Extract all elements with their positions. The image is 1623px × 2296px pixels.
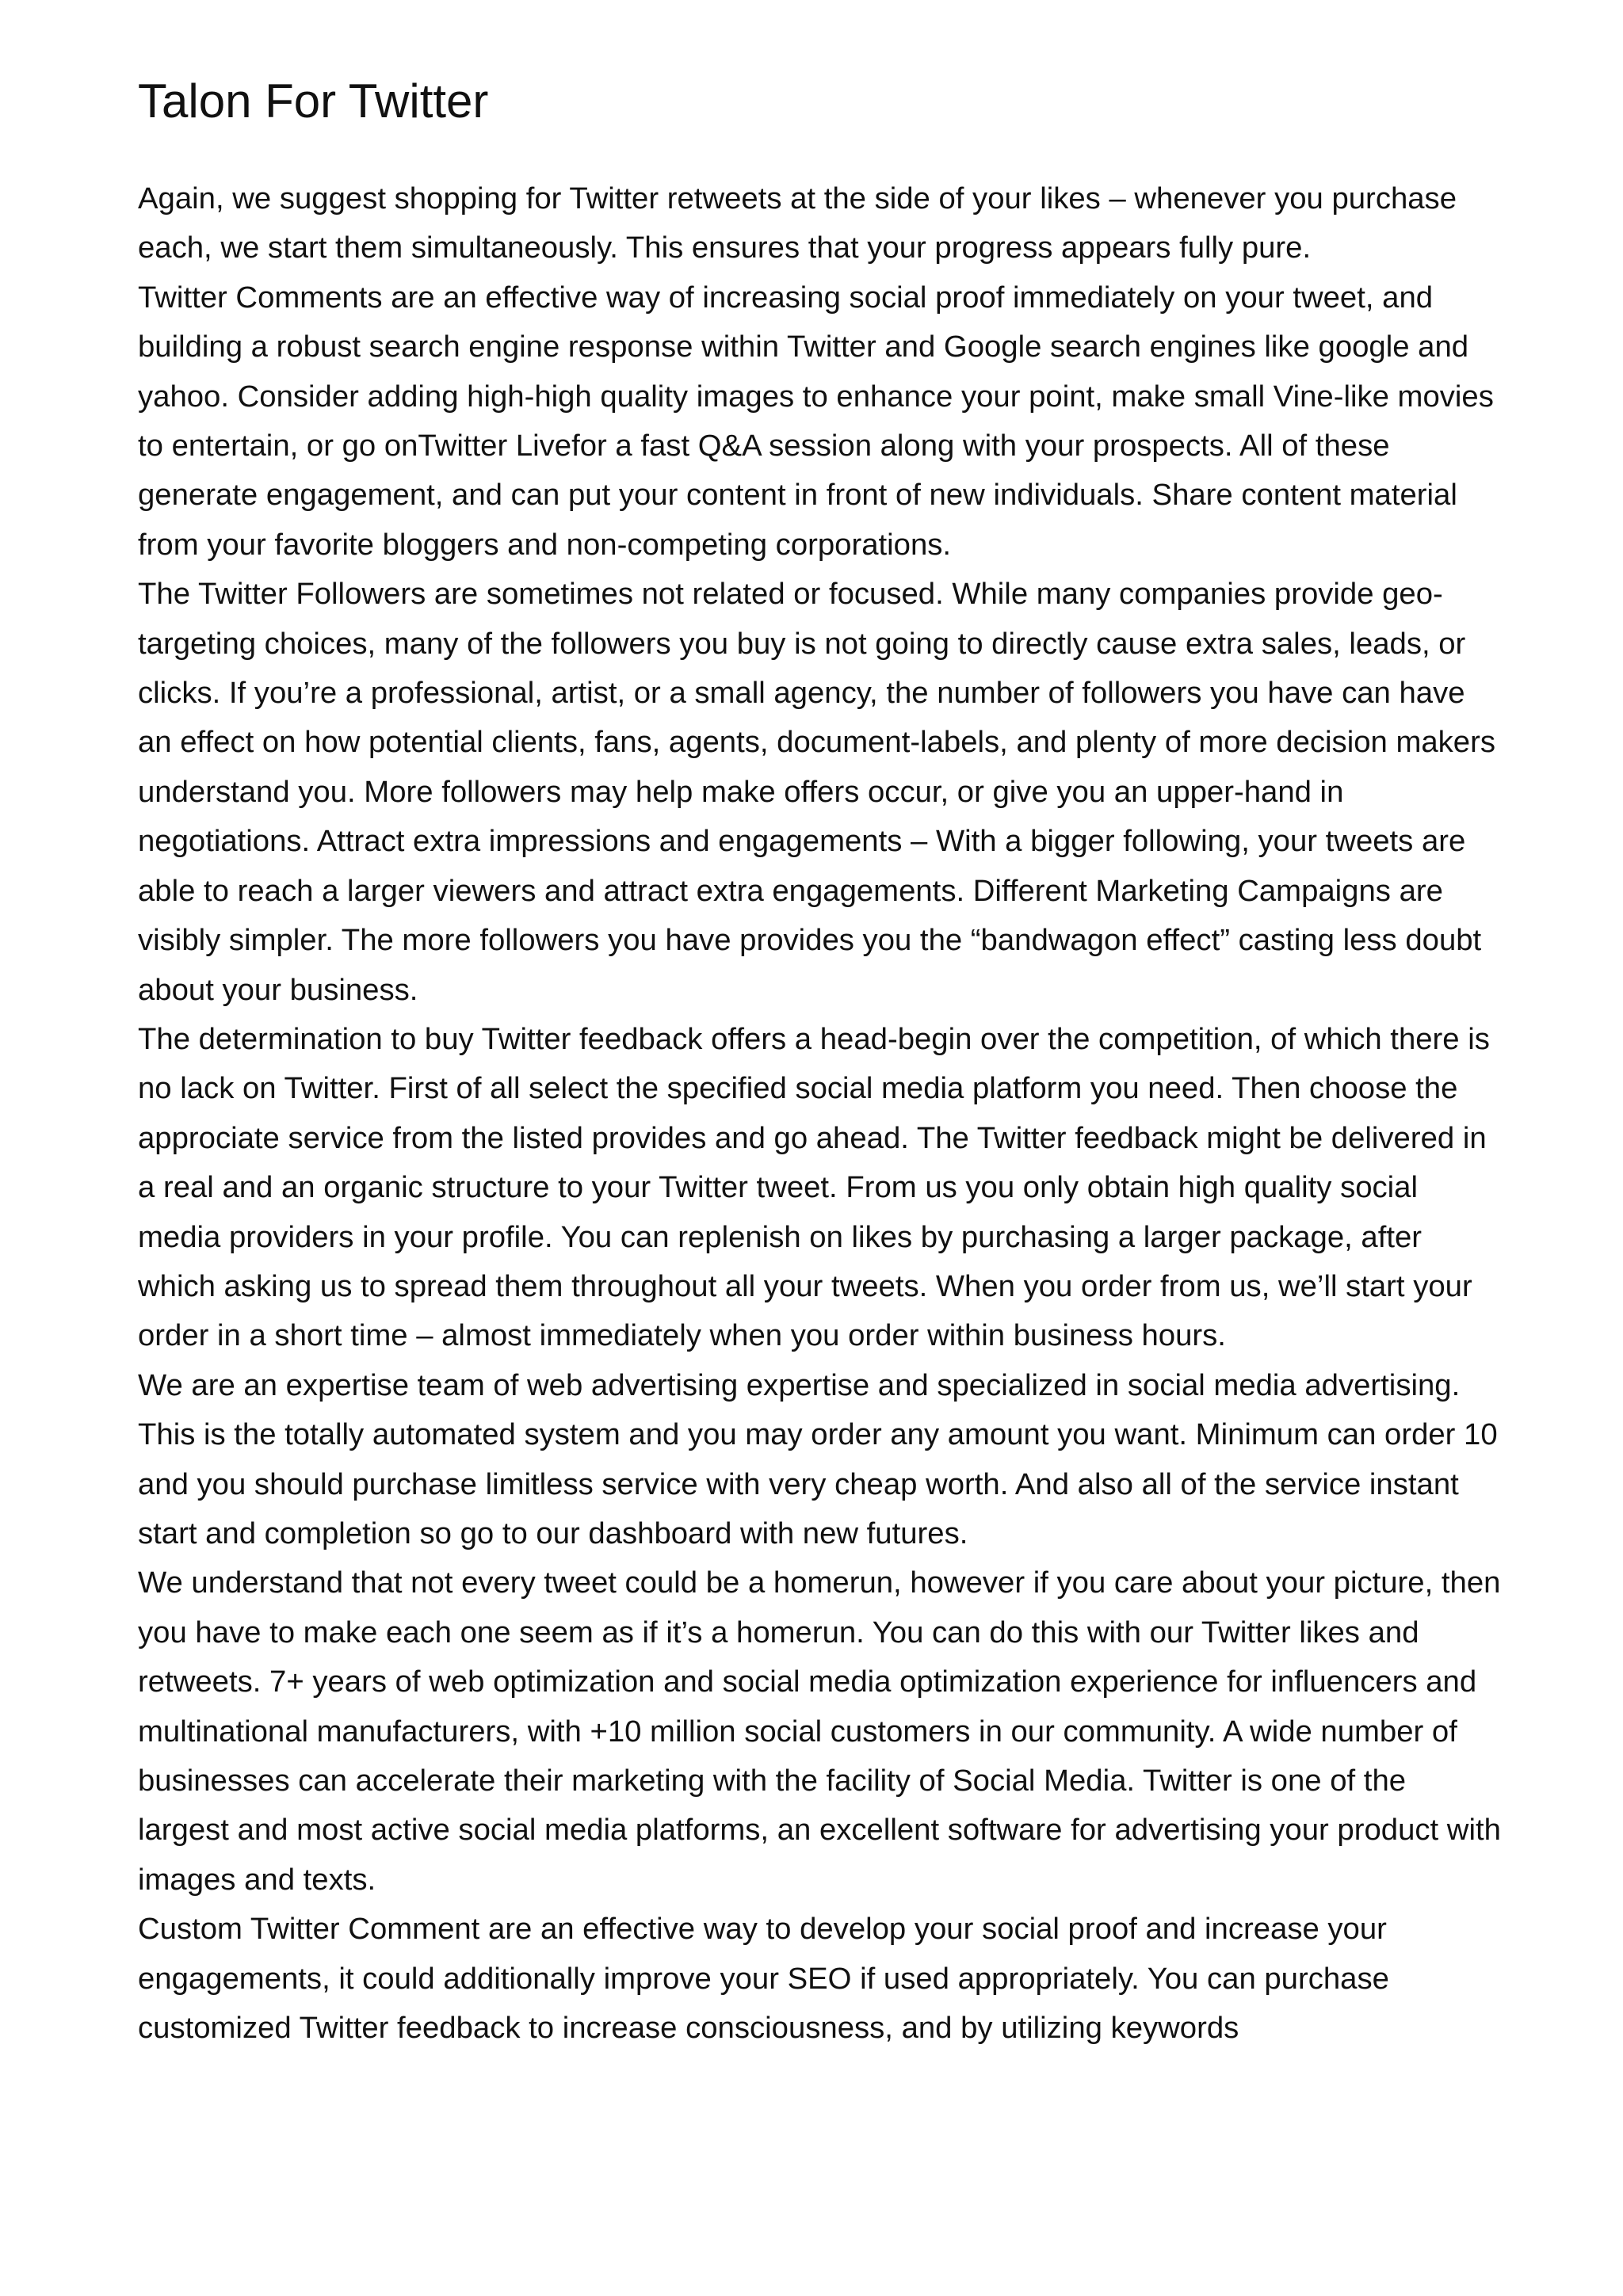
paragraph-3: The Twitter Followers are sometimes not related or focused. While many companies provide geo-targeting choices, many of the followers you buy is not going to directly cause extra sales, leads, or clicks. If you’re a professional, artist, or a small agency, the number of followers you have can have an effect on how potential clients, fans, agents, document-labels, and plenty of more decision makers understand you. More followers may help make offers occur, or give you an upper-hand in negotiations. Attract extra impressions and engagements – With a bigger following, your tweets are able to reach a larger viewers and attract extra engagements. Different Marketing Campaigns are visibly simpler. The more followers you have provides you the “bandwagon effect” casting less doubt about your business. bbox=[138, 577, 1496, 1007]
page-title: Talon For Twitter bbox=[138, 74, 489, 128]
document-page bbox=[138, 0, 1501, 2296]
paragraph-1: Again, we suggest shopping for Twitter retweets at the side of your likes – whenever you purchase each, we start them simultaneously. This ensures that your progress appears fully pure. bbox=[138, 181, 1457, 265]
paragraph-4: The determination to buy Twitter feedback offers a head-begin over the competition, of which there is no lack on Twitter. First of all select the specified social media platform you need. Then choose the approciate service from the listed provides and go ahead. The Twitter feedback might be delivered in a real and an organic structure to your Twitter tweet. From us you only obtain high quality social media providers in your profile. You can replenish on likes by purchasing a larger package, after which asking us to spread them throughout all your tweets. When you order from us, we’ll start your order in a short time – almost immediately when you order within business hours. bbox=[138, 1021, 1490, 1353]
paragraph-2: Twitter Comments are an effective way of increasing social proof immediately on your tweet, and building a robust search engine response within Twitter and Google search engines like google and yahoo. Consider adding high-high quality images to enhance your point, make small Vine-like movies to entertain, or go onTwitter Livefor a fast Q&A session along with your prospects. All of these generate engagement, and can put your content in front of new individuals. Share content material from your favorite bloggers and non-competing corporations. bbox=[138, 280, 1494, 562]
paragraph-6: We understand that not every tweet could be a homerun, however if you care about your picture, then you have to make each one seem as if it’s a homerun. You can do this with our Twitter likes and retweets. 7+ years of web optimization and social media optimization experience for influencers and multinational manufacturers, with +10 million social customers in our community. A wide number of businesses can accelerate their marketing with the facility of Social Media. Twitter is one of the largest and most active social media platforms, an excellent software for advertising your product with images and texts. bbox=[138, 1566, 1501, 1897]
paragraph-7: Custom Twitter Comment are an effective way to develop your social proof and increase your engagements, it could additionally improve your SEO if used appropriately. You can purchase customized Twitter feedback to increase consciousness, and by utilizing keywords bbox=[138, 1912, 1389, 2046]
paragraph-5: We are an expertise team of web advertising expertise and specialized in social media advertising. This is the totally automated system and you may order any amount you want. Minimum can order 10 and you should purchase limitless service with very cheap worth. And also all of the service instant start and completion so go to our dashboard with new futures. bbox=[138, 1367, 1498, 1550]
document-body bbox=[138, 174, 1501, 2053]
